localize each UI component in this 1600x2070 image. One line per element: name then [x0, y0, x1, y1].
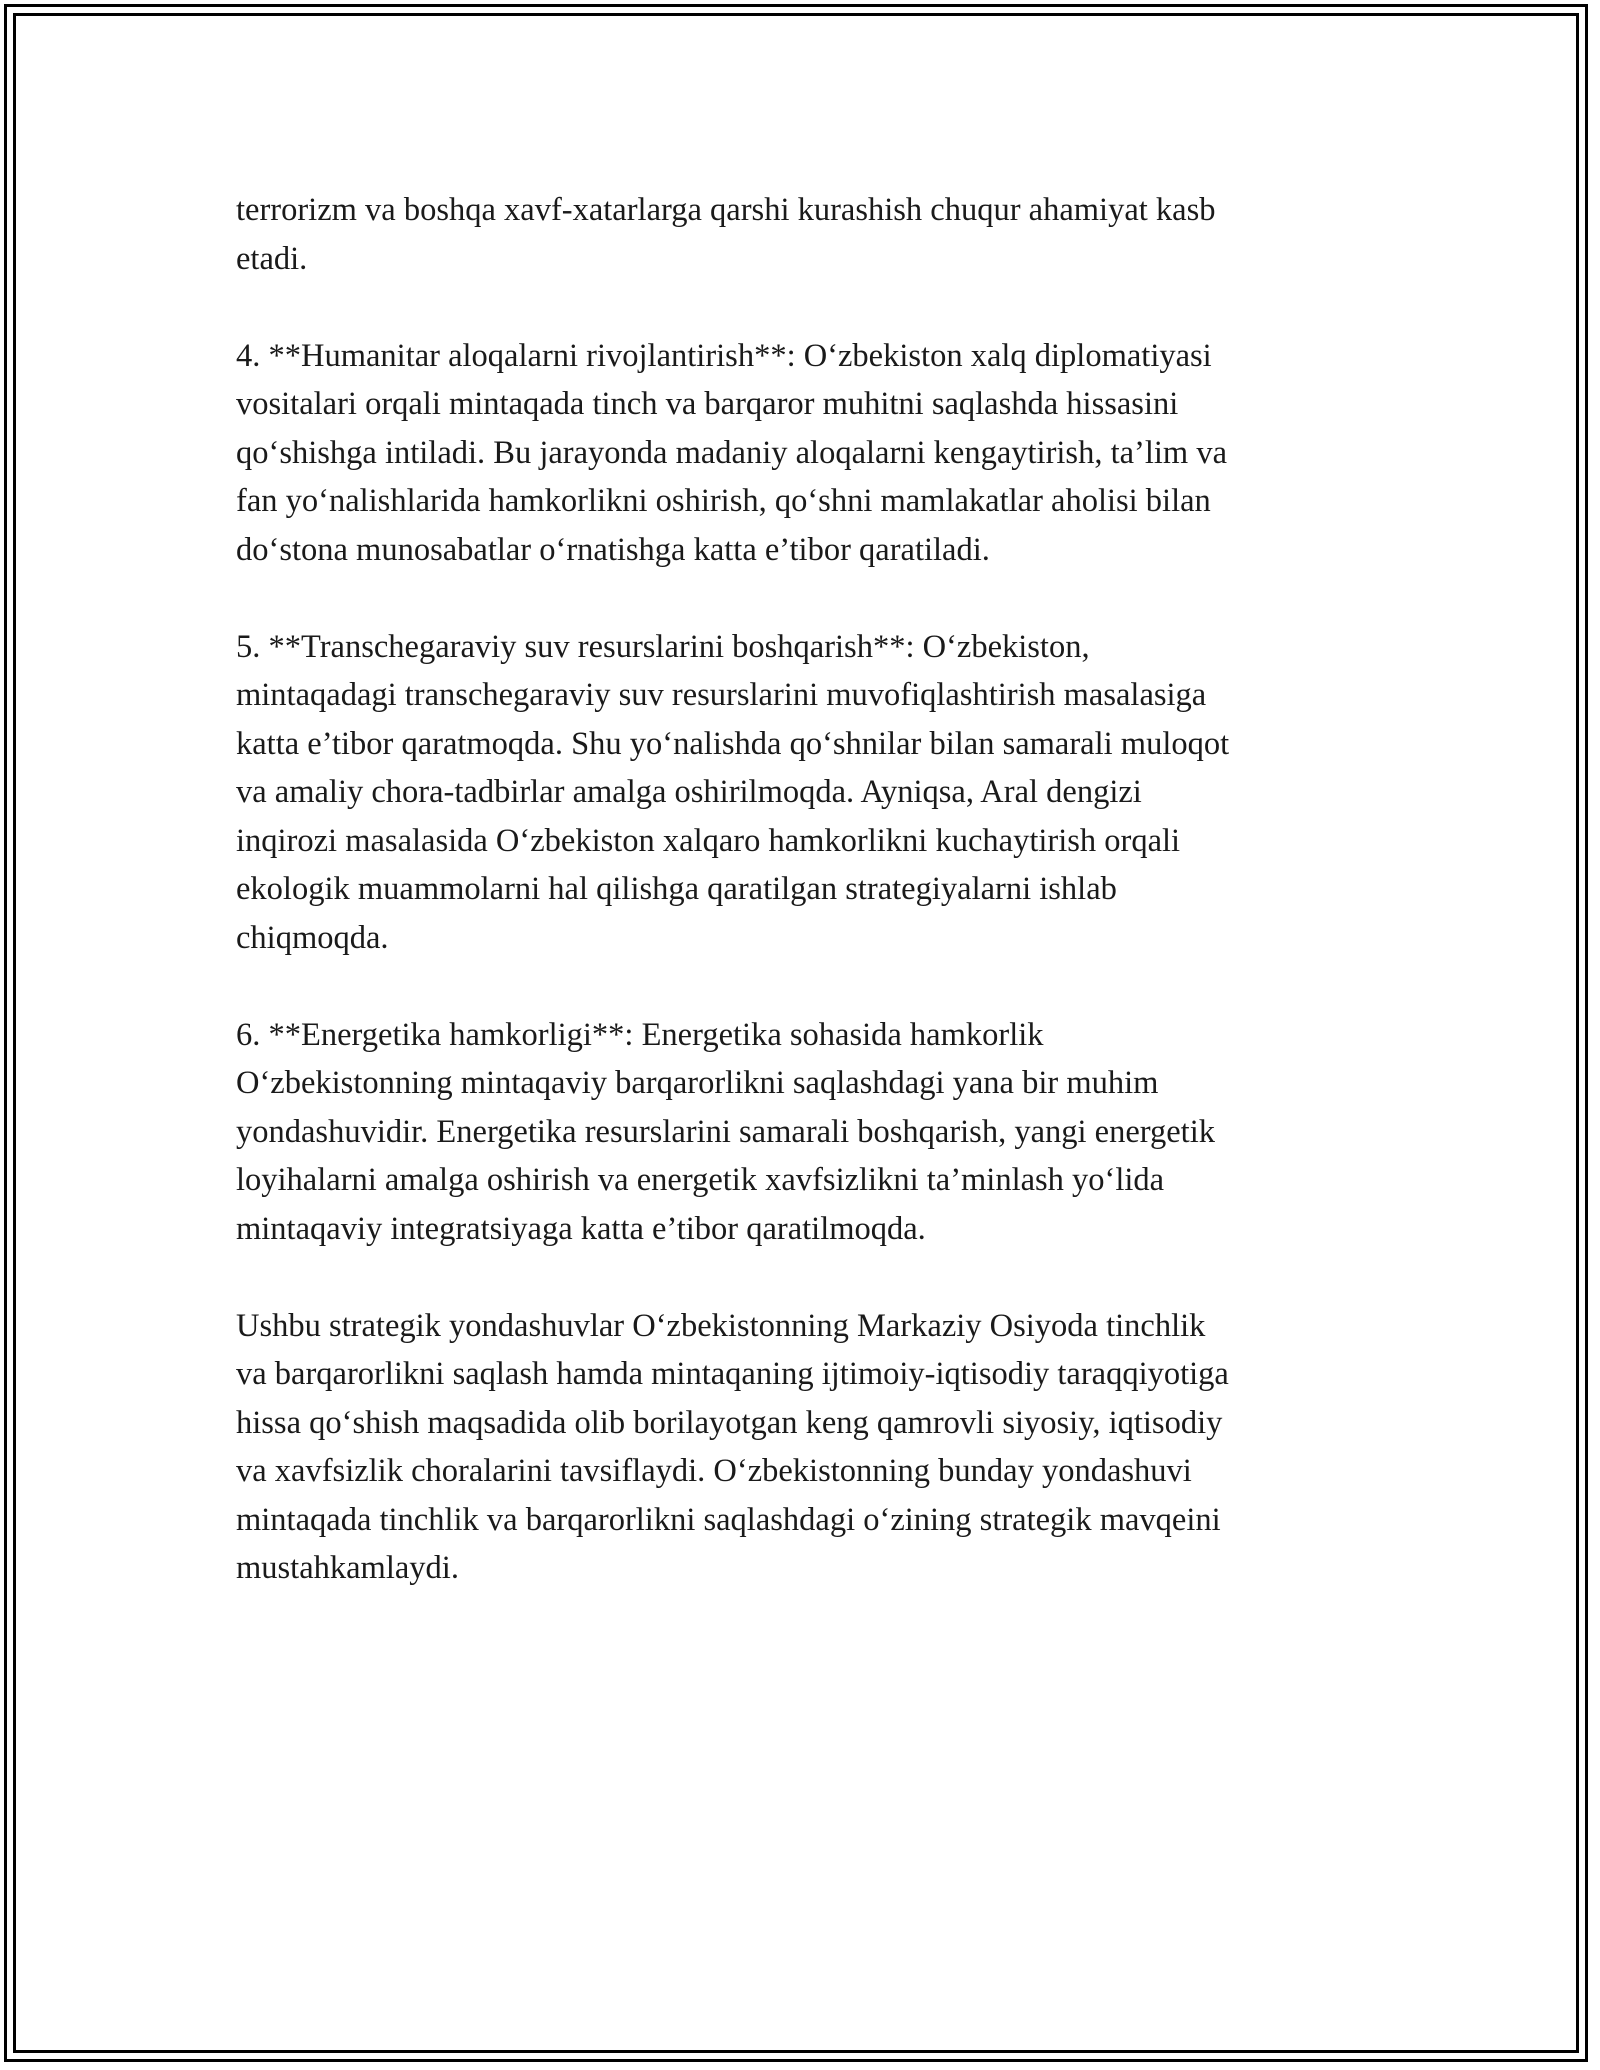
document-body [236, 186, 1366, 1641]
paragraph-conclusion: Ushbu strategik yondashuvlar O‘zbekistonning Markaziy Osiyoda tinchlik va barqarorlikni saqlash hamda mintaqaning ijtimoiy-iqtisodiy taraqqiyotiga hissa qo‘shish maqsadida olib borilayotgan keng qamrovli siyosiy, iqtisodiy va xavfsizlik choralarini tavsiflaydi. O‘zbekistonning bunday yondashuvi mintaqada tinchlik va barqarorlikni saqlashdagi o‘zining strategik mavqeini mustahkamlaydi. [236, 1307, 1229, 1586]
paragraph-energy-cooperation: 6. **Energetika hamkorligi**: Energetika sohasida hamkorlik O‘zbekistonning mintaqaviy barqarorlikni saqlashdagi yana bir muhim yondashuvidir. Energetika resurslarini samarali boshqarish, yangi energetik loyihalarni amalga oshirish va energetik xavfsizlikni ta’minlash yo‘lida mintaqaviy integratsiyaga katta e’tibor qaratilmoqda. [236, 1016, 1215, 1247]
paragraph-humanitarian-ties: 4. **Humanitar aloqalarni rivojlantirish**: O‘zbekiston xalq diplomatiyasi vositalari orqali mintaqada tinch va barqaror muhitni saqlashda hissasini qo‘shishga intiladi. Bu jarayonda madaniy aloqalarni kengaytirish, ta’lim va fan yo‘nalishlarida hamkorlikni oshirish, qo‘shni mamlakatlar aholisi bilan do‘stona munosabatlar o‘rnatishga katta e’tibor qaratiladi. [236, 337, 1227, 568]
paragraph-water-resources: 5. **Transchegaraviy suv resurslarini boshqarish**: O‘zbekiston, mintaqadagi transchegaraviy suv resurslarini muvofiqlashtirish masalasiga katta e’tibor qaratmoqda. Shu yo‘nalishda qo‘shnilar bilan samarali muloqot va amaliy chora-tadbirlar amalga oshirilmoqda. Ayniqsa, Aral dengizi inqirozi masalasida O‘zbekiston xalqaro hamkorlikni kuchaytirish orqali ekologik muammolarni hal qilishga qaratilgan strategiyalarni ishlab chiqmoqda. [236, 628, 1230, 956]
paragraph-terrorism-continuation: terrorizm va boshqa xavf-xatarlarga qarshi kurashish chuqur ahamiyat kasb etadi. [236, 192, 1216, 277]
